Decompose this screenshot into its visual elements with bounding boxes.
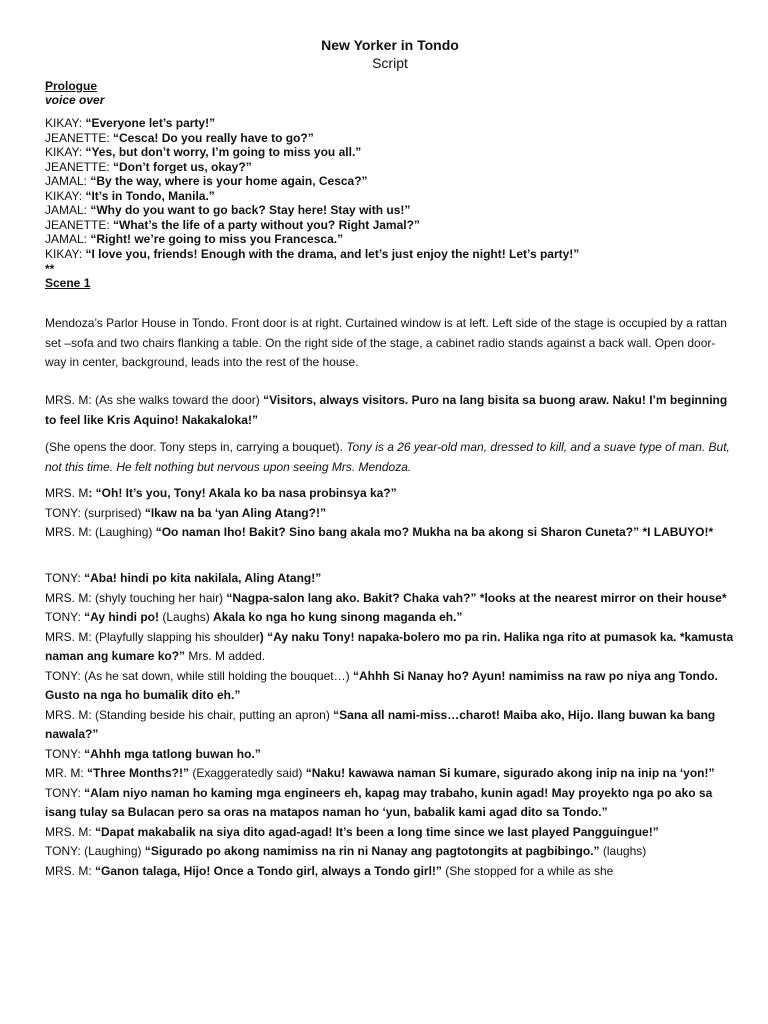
speaker: JEANETTE: [45, 159, 114, 174]
speaker: MRS. M: (shyly touching her hair) [45, 590, 227, 605]
dialogue-text: “Naku! kawawa naman Si kumare, sigurado akong inip na inip na ‘yon!” [305, 766, 715, 780]
dialogue-line [45, 189, 579, 204]
dialogue-text: “Everyone let’s party!” [85, 116, 216, 130]
speaker: MRS. M: (Standing beside his chair, putting an apron) [45, 707, 334, 722]
speaker: JAMAL: [45, 174, 91, 188]
direction-text: (Laughs) [159, 610, 214, 624]
dialogue-text: “Three Months?!” [87, 766, 189, 780]
stage-setting [45, 314, 735, 373]
speaker: TONY: (As he sat down, while still holding the bouquet…) [45, 668, 353, 683]
speaker: TONY: [45, 610, 85, 624]
script-subtitle: Script [372, 55, 408, 71]
dialogue-block [45, 569, 735, 881]
dialogue-text: “Visitors, always visitors. Puro na lang bisita sa buong araw. Naku! I’m beginning to feel like Kris Aquino! Nakakaloka!” [45, 393, 728, 427]
voice-over-note: voice over [45, 93, 105, 107]
dialogue-text: “Ahhh Si Nanay ho? Ayun! namimiss na raw po niya ang Tondo. Gusto na nga ho bumalik dito eh.” [45, 668, 718, 702]
setting-text: Mendoza’s Parlor House in Tondo. Front door is at right. Curtained window is at left. Left side of the stage is occupied by a rattan set –sofa and two chairs flanking a table. On the right side of the stage, a cabinet radio stands against a back wall. Open door-way in center, background, leads into the rest of the house. [45, 316, 727, 369]
dialogue-text: “Don’t forget us, okay?” [113, 159, 252, 174]
dialogue-line [45, 484, 735, 504]
speaker: MRS. M [45, 486, 89, 500]
prologue-heading: Prologue [45, 79, 98, 93]
script-title: New Yorker in Tondo [321, 37, 459, 53]
dialogue-text: “By the way, where is your home again, Cesca?” [90, 174, 368, 188]
speaker: TONY: (surprised) [45, 505, 145, 520]
dialogue-line [45, 706, 735, 745]
dialogue-line [45, 145, 579, 160]
dialogue-line [45, 784, 735, 823]
dialogue-line [45, 218, 579, 233]
section-separator: ** [45, 262, 55, 276]
dialogue-line [45, 764, 735, 784]
speaker: JAMAL: [45, 232, 91, 246]
dialogue-line [45, 203, 579, 218]
dialogue-text: “Right! we’re going to miss you Francesca.” [90, 232, 344, 246]
dialogue-line [45, 569, 735, 589]
dialogue-line [45, 174, 579, 189]
stage-direction [45, 438, 735, 477]
dialogue-line [45, 608, 735, 628]
speaker: JAMAL: [45, 203, 91, 217]
speaker: TONY: [45, 785, 85, 800]
direction-italic: Tony is a 26 year-old man, dressed to kill, and a suave type of man. But, not this time. He felt nothing but nervous upon seeing Mrs. Mendoza. [45, 440, 730, 474]
direction-text: (She stopped for a while as she [441, 863, 614, 878]
dialogue-block [45, 484, 735, 543]
dialogue-line [45, 247, 579, 262]
dialogue-line [45, 589, 735, 609]
direction-text: (She opens the door. Tony steps in, carrying a bouquet). [45, 440, 347, 454]
dialogue-line [45, 232, 579, 247]
dialogue-text: “Ay hindi po! [84, 610, 160, 624]
dialogue-line [45, 628, 735, 667]
dialogue-text: “Oo naman Iho! Bakit? Sino bang akala mo? Mukha na ba akong si Sharon Cuneta?” *I LABUYO!* [155, 525, 714, 539]
speaker: MRS. M: (As she walks toward the door) [45, 393, 264, 407]
direction-text: (laughs) [599, 844, 647, 858]
dialogue-text: “Alam niyo naman ho kaming mga engineers eh, kapag may trabaho, kunin agad! May proyekto nga po ako sa isang tulay sa Bulacan pero sa oras na matapos naman ho ‘yun, babalik kami agad dito sa Tondo.” [45, 785, 713, 819]
speaker: MRS. M: [45, 863, 95, 878]
dialogue-line [45, 391, 735, 430]
dialogue-line [45, 842, 735, 862]
dialogue-text: “Sigurado po akong namimiss na rin ni Nanay ang pagtotongits at pagbibingo.” [144, 844, 600, 858]
speaker: MRS. M: [45, 824, 95, 839]
dialogue-text: “Why do you want to go back? Stay here! Stay with us!” [90, 203, 411, 217]
dialogue-text: “Ganon talaga, Hijo! Once a Tondo girl, always a Tondo girl!” [95, 863, 442, 878]
dialogue-line [45, 667, 735, 706]
dialogue-text: “Ahhh mga tatlong buwan ho.” [84, 746, 261, 761]
dialogue-text: Akala ko nga ho kung sinong maganda eh.” [213, 610, 463, 624]
dialogue-text: “Nagpa-salon lang ako. Bakit? Chaka vah?” *looks at the nearest mirror on their house* [226, 590, 727, 605]
dialogue-line [45, 823, 735, 843]
dialogue-text: “It’s in Tondo, Manila.” [85, 188, 215, 203]
dialogue-text: “Yes, but don’t worry, I’m going to miss you all.” [85, 145, 362, 159]
speaker: KIKAY: [45, 246, 86, 261]
speaker: JEANETTE: [45, 130, 114, 145]
dialogue-text: “What’s the life of a party without you? Right Jamal?” [113, 217, 420, 232]
dialogue-text: “Sana all nami-miss…charot! Maiba ako, Hijo. Ilang buwan ka bang nawala?” [45, 707, 716, 741]
dialogue-text: : “Oh! It’s you, Tony! Akala ko ba nasa probinsya ka?” [88, 486, 397, 500]
speaker: TONY: (Laughing) [45, 844, 145, 858]
dialogue-line [45, 131, 579, 146]
speaker: TONY: [45, 571, 85, 585]
speaker: JEANETTE: [45, 217, 114, 232]
speaker: TONY: [45, 746, 85, 761]
dialogue-text: “Ikaw na ba ‘yan Aling Atang?!” [144, 505, 326, 520]
dialogue-text: “Cesca! Do you really have to go?” [113, 130, 314, 145]
prologue-lines [45, 116, 579, 261]
speaker: MR. M: [45, 766, 87, 780]
dialogue-line [45, 745, 735, 765]
dialogue-line [45, 160, 579, 175]
dialogue-line [45, 116, 579, 131]
scene-heading: Scene 1 [45, 276, 91, 290]
dialogue-line [45, 862, 735, 882]
speaker: MRS. M: (Playfully slapping his shoulder [45, 629, 260, 644]
direction-text: Mrs. M added. [185, 649, 266, 663]
dialogue-line [45, 523, 735, 543]
direction-text: (Exaggeratedly said) [189, 766, 306, 780]
dialogue-text: “Dapat makabalik na siya dito agad-agad! It’s been a long time since we last played Pangguingue!” [95, 824, 659, 839]
dialogue-text: “I love you, friends! Enough with the drama, and let’s just enjoy the night! Let’s party!” [85, 246, 580, 261]
dialogue-text: ) “Ay naku Tony! napaka-bolero mo pa rin. Halika nga rito at pumasok ka. *kamusta naman ang kumare ko?” [45, 629, 734, 663]
speaker: KIKAY: [45, 116, 86, 130]
speaker: KIKAY: [45, 145, 86, 159]
speaker: KIKAY: [45, 188, 86, 203]
dialogue-line [45, 504, 735, 524]
speaker: MRS. M: (Laughing) [45, 525, 156, 539]
dialogue-text: “Aba! hindi po kita nakilala, Aling Atang!” [84, 571, 322, 585]
